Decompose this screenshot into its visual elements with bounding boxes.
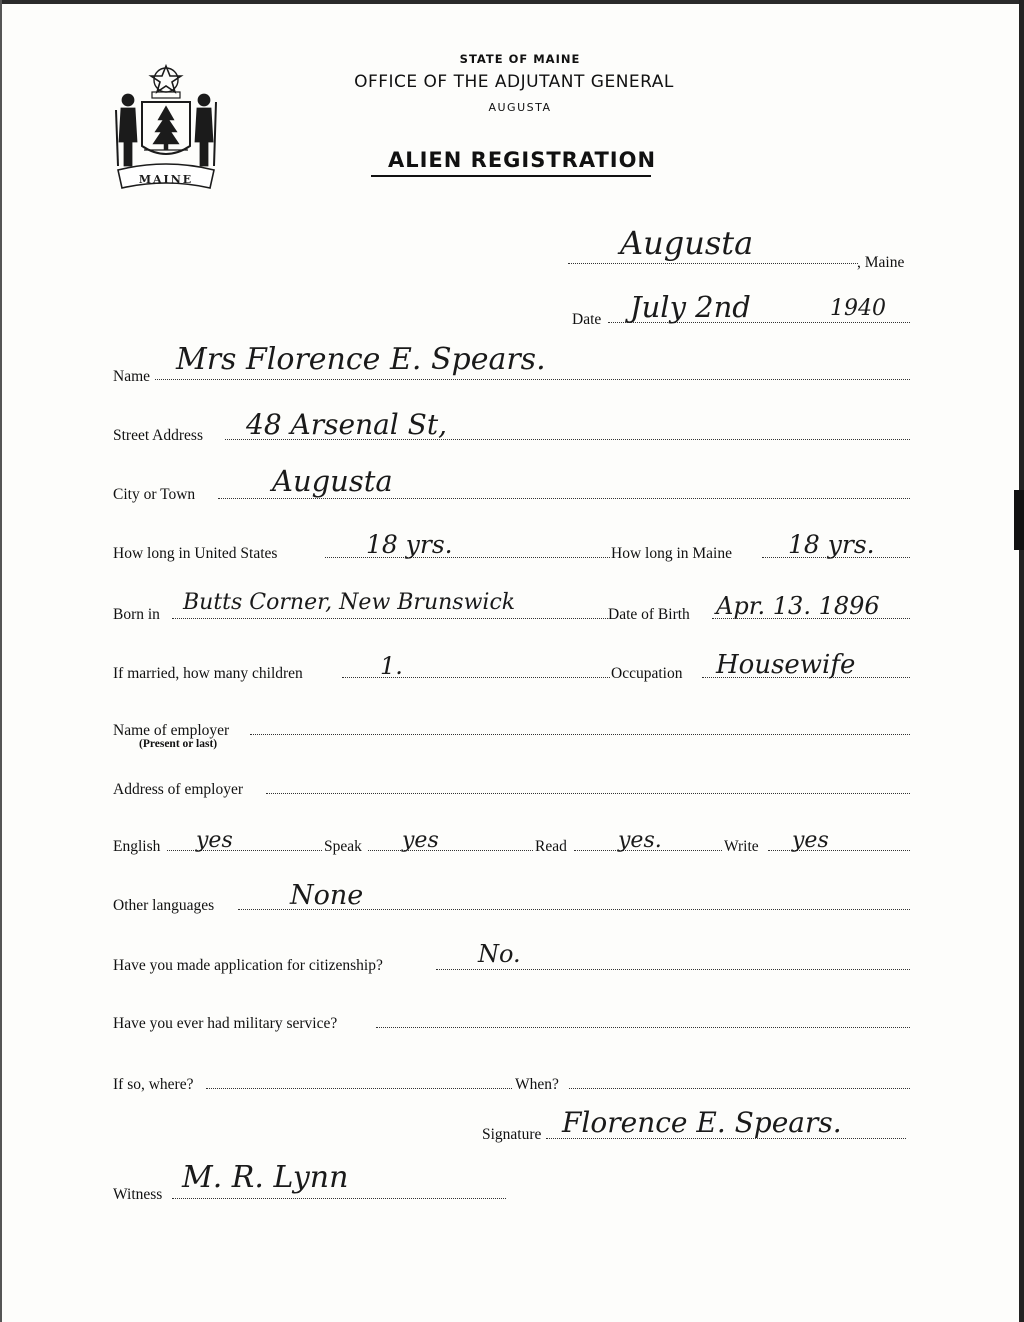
- us-duration-entry: 18 yrs.: [366, 530, 453, 559]
- write-label: Write: [724, 838, 759, 855]
- us-duration-label: How long in United States: [113, 545, 278, 562]
- date-day-entry: July 2nd: [630, 290, 751, 324]
- city-heading: AUGUSTA: [488, 101, 552, 114]
- place-line: [568, 263, 858, 264]
- street-label: Street Address: [113, 427, 203, 444]
- state-heading: STATE OF MAINE: [459, 52, 581, 66]
- name-entry: Mrs Florence E. Spears.: [176, 342, 546, 377]
- read-entry: yes.: [618, 828, 662, 853]
- born-line: [172, 618, 608, 619]
- when-line: [569, 1088, 910, 1089]
- maine-duration-label: How long in Maine: [611, 545, 732, 562]
- other-languages-entry: None: [290, 880, 364, 911]
- street-entry: 48 Arsenal St,: [246, 408, 447, 441]
- witness-line: [172, 1198, 506, 1199]
- name-label: Name: [113, 368, 151, 385]
- citizenship-entry: No.: [478, 940, 521, 968]
- military-label: Have you ever had military service?: [113, 1015, 338, 1032]
- dob-entry: Apr. 13. 1896: [716, 592, 880, 620]
- title-underline: [371, 175, 651, 177]
- signature-entry: Florence E. Spears.: [562, 1106, 842, 1139]
- english-label: English: [113, 838, 161, 855]
- employer-line: [250, 734, 910, 735]
- office-heading: OFFICE OF THE ADJUTANT GENERAL: [354, 72, 674, 92]
- speak-line: [368, 850, 533, 851]
- occupation-label: Occupation: [611, 665, 683, 682]
- seal-banner-text: MAINE: [138, 173, 194, 186]
- city-label: City or Town: [113, 486, 196, 503]
- born-label: Born in: [113, 606, 160, 623]
- place-suffix-label: , Maine: [857, 254, 905, 271]
- where-label: If so, where?: [113, 1076, 194, 1093]
- witness-label: Witness: [113, 1186, 163, 1203]
- employer-address-label: Address of employer: [113, 781, 243, 798]
- dob-label: Date of Birth: [608, 606, 690, 623]
- other-languages-label: Other languages: [113, 897, 215, 914]
- speak-entry: yes: [402, 828, 439, 853]
- city-line: [218, 498, 910, 499]
- scan-left-edge: [0, 0, 2, 1322]
- date-label: Date: [572, 311, 602, 328]
- children-label: If married, how many children: [113, 665, 303, 682]
- write-line: [768, 850, 910, 851]
- scan-edge-mark: [1014, 490, 1024, 550]
- employer-label: Name of employer: [113, 722, 230, 739]
- name-line: [155, 379, 910, 380]
- english-line: [167, 850, 322, 851]
- employer-sublabel: (Present or last): [139, 738, 218, 750]
- signature-label: Signature: [482, 1126, 542, 1143]
- military-line: [376, 1027, 910, 1028]
- children-entry: 1.: [380, 652, 403, 680]
- date-year-entry: 1940: [830, 296, 886, 321]
- scan-right-edge: [1019, 0, 1024, 1322]
- citizenship-label: Have you made application for citizenship?: [113, 957, 383, 974]
- scan-top-edge: [0, 0, 1024, 4]
- read-label: Read: [535, 838, 567, 855]
- form-title: ALIEN REGISTRATION: [387, 148, 657, 172]
- where-line: [206, 1088, 512, 1089]
- employer-address-line: [266, 793, 910, 794]
- write-entry: yes: [792, 828, 829, 853]
- born-entry: Butts Corner, New Brunswick: [183, 590, 516, 615]
- city-entry: Augusta: [272, 464, 393, 498]
- english-entry: yes: [196, 828, 233, 853]
- witness-entry: M. R. Lynn: [182, 1160, 349, 1195]
- maine-duration-entry: 18 yrs.: [788, 530, 875, 559]
- occupation-entry: Housewife: [716, 650, 856, 680]
- when-label: When?: [515, 1076, 559, 1093]
- place-entry: Augusta: [620, 224, 754, 262]
- speak-label: Speak: [324, 838, 362, 855]
- citizenship-line: [436, 969, 910, 970]
